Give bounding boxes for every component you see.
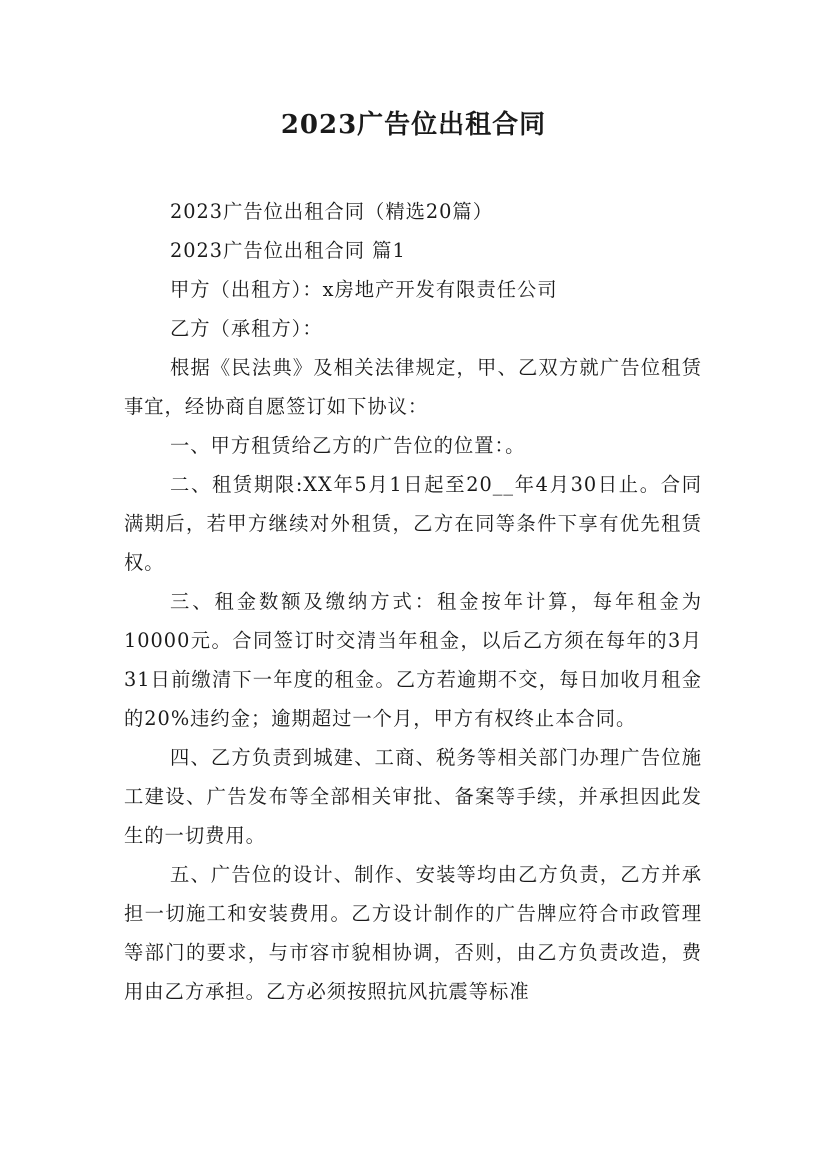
paragraph-clause-1: 一、甲方租赁给乙方的广告位的位置：。	[170, 434, 526, 457]
paragraph-clause-4: 四、乙方负责到城建、工商、税务等相关部门办理广告位施工建设、广告发布等全部相关审批、备案等手续，并承担因此发生的一切费用。	[124, 746, 702, 847]
paragraph-party-a: 甲方（出租方）：x房地产开发有限责任公司	[170, 278, 558, 301]
document-title: 2023广告位出租合同	[280, 110, 547, 140]
paragraph-party-b: 乙方（承租方）：	[170, 317, 323, 340]
paragraph-preamble: 根据《民法典》及相关法律规定，甲、乙双方就广告位租赁事宜，经协商自愿签订如下协议：	[124, 356, 702, 418]
paragraph-clause-5: 五、广告位的设计、制作、安装等均由乙方负责，乙方并承担一切施工和安装费用。乙方设计制作的广告牌应符合市政管理等部门的要求，与市容市貌相协调，否则，由乙方负责改造，费用由乙方承担。乙方必须按照抗风抗震等标准	[124, 863, 702, 1003]
paragraph-section-heading: 2023广告位出租合同 篇1	[170, 239, 406, 262]
paragraph-clause-3: 三、租金数额及缴纳方式：租金按年计算，每年租金为10000元。合同签订时交清当年租金，以后乙方须在每年的3月31日前缴清下一年度的租金。乙方若逾期不交，每日加收月租金的20%违约金；逾期超过一个月，甲方有权终止本合同。	[124, 590, 702, 730]
paragraph-clause-2: 二、租赁期限:XX年5月1日起至20__年4月30日止。合同满期后，若甲方继续对外租赁，乙方在同等条件下享有优先租赁权。	[124, 473, 702, 574]
paragraph-subtitle: 2023广告位出租合同（精选20篇）	[170, 200, 493, 223]
document-body	[124, 192, 702, 1011]
